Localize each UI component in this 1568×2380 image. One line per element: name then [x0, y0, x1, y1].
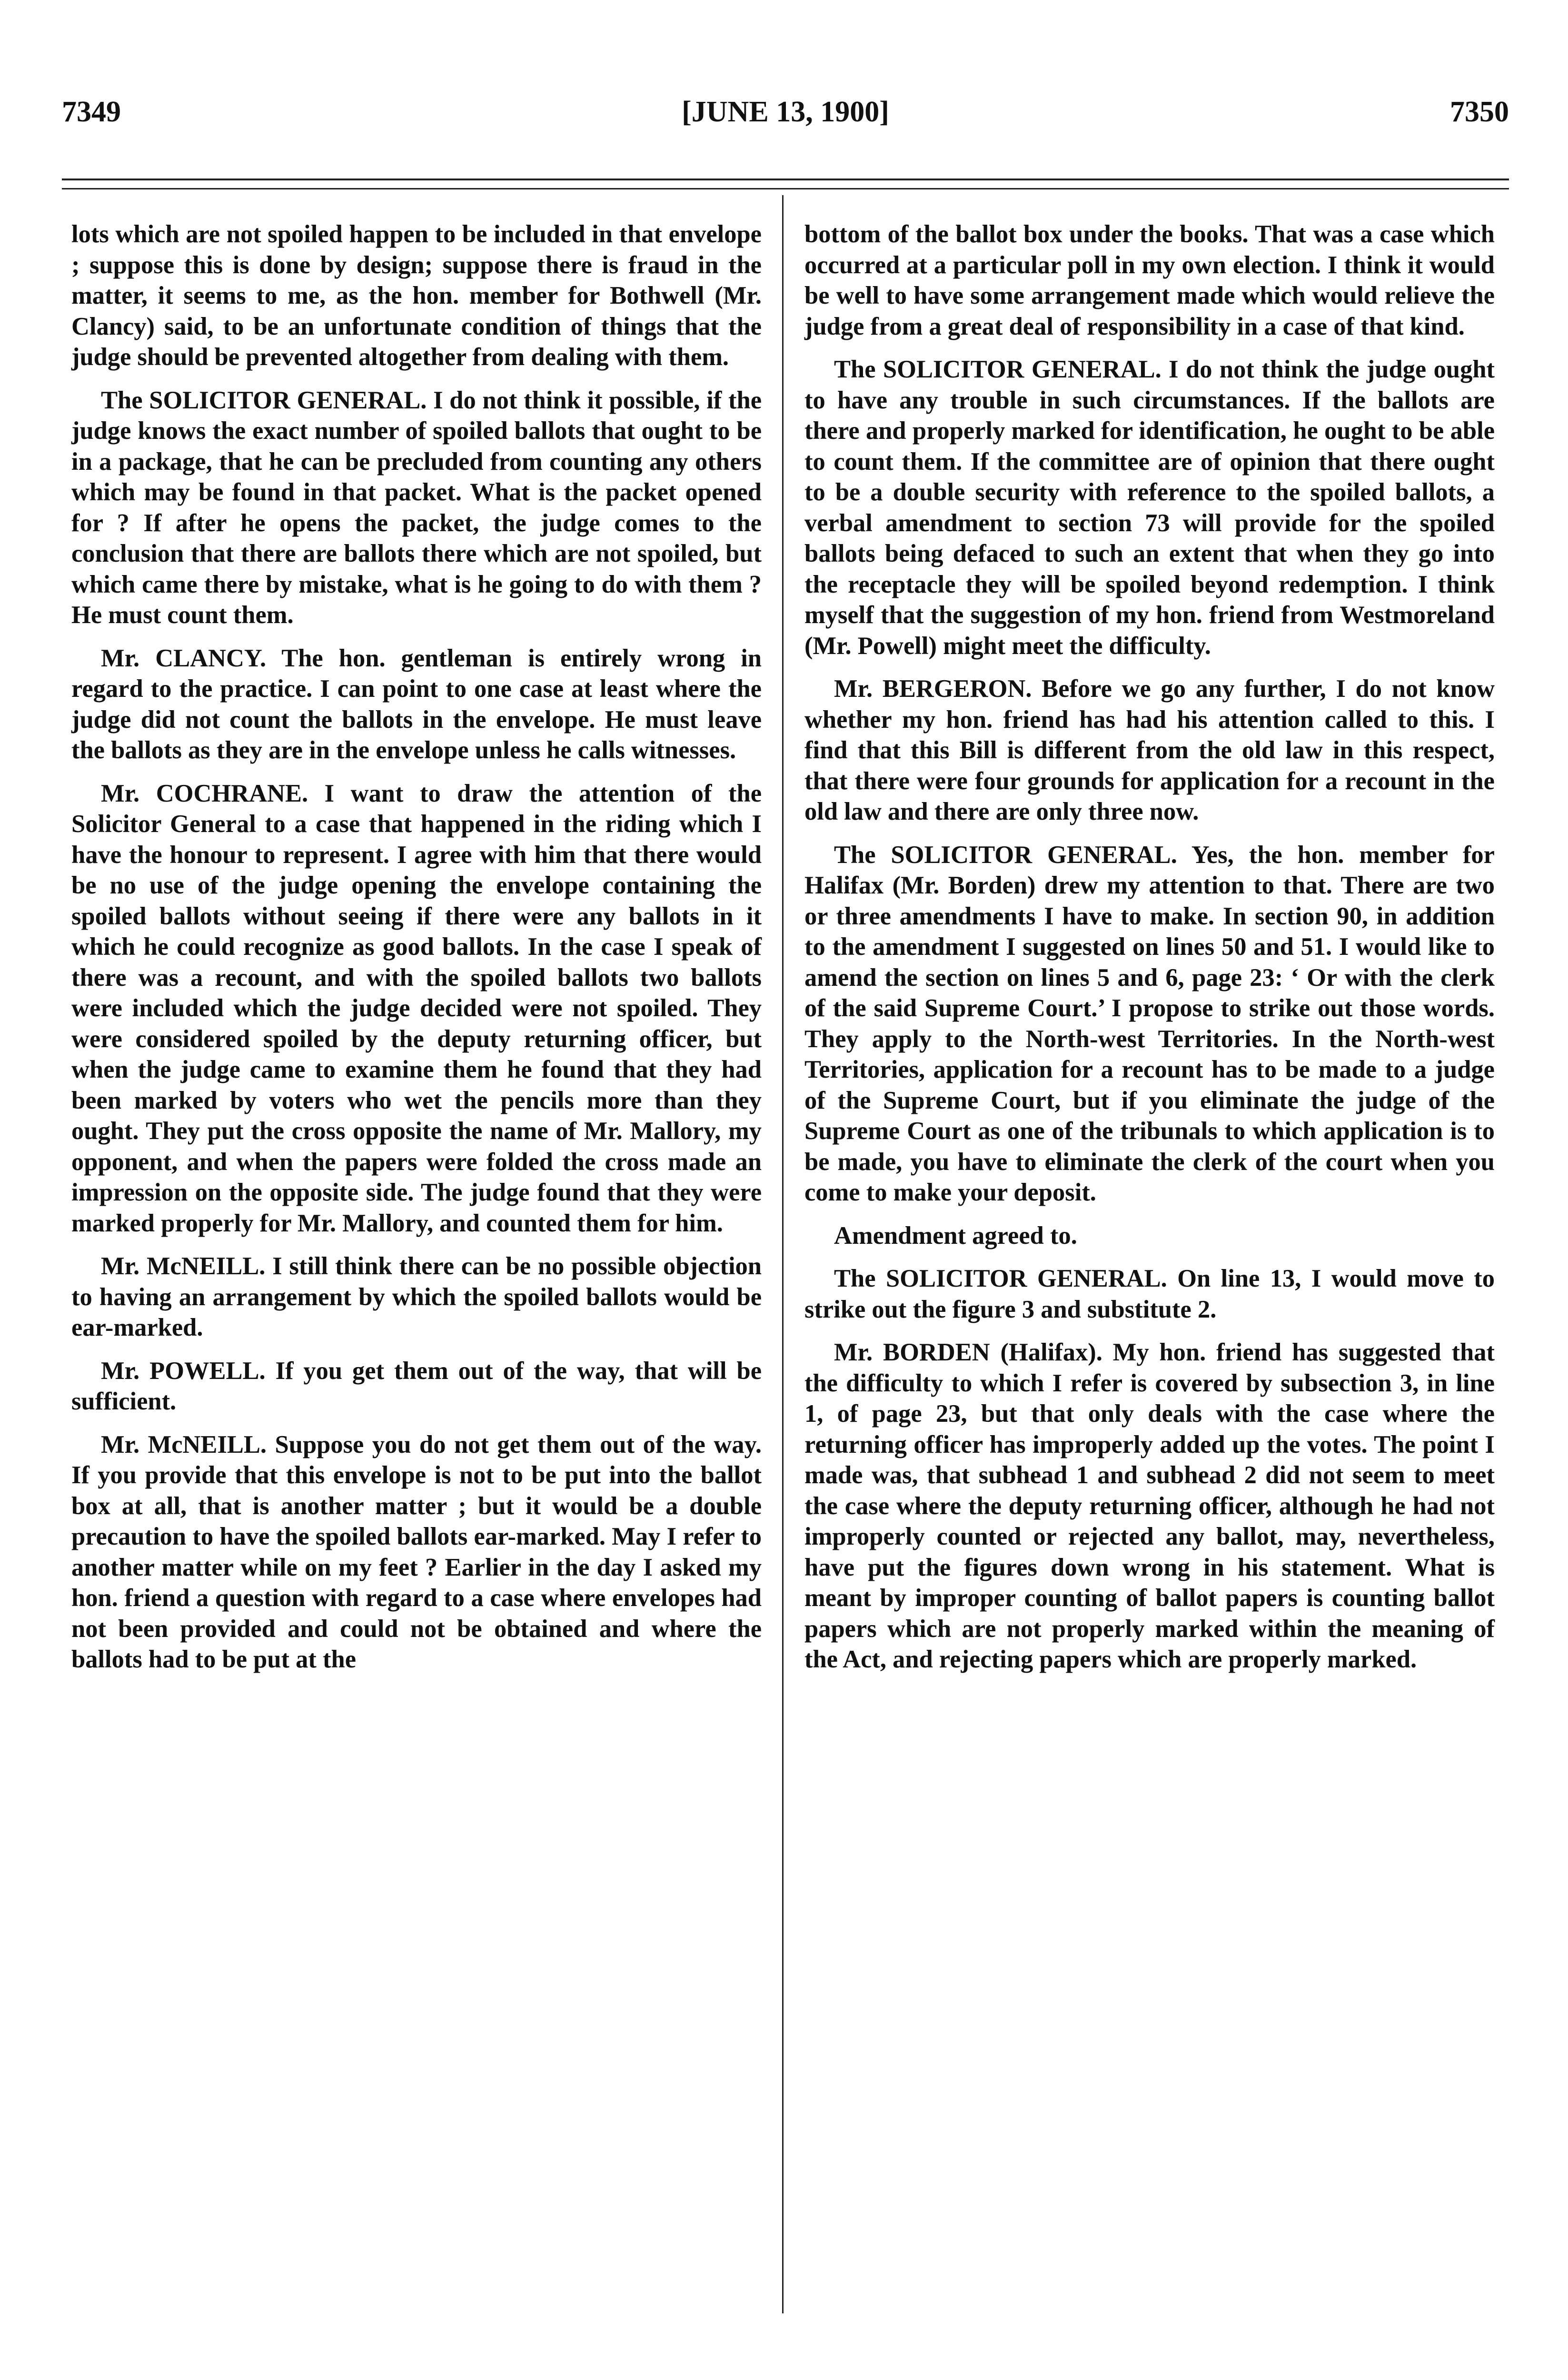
column-divider [782, 195, 784, 2313]
paragraph: Mr. COCHRANE. I want to draw the attention of the Solicitor General to a case that happened in the riding which I have the honour to represent. I agree with him that there would be no use of the judge opening the envelope containing the spoiled ballots without seeing if there were any ballots in it which he could recognize as good ballots. In the case I speak of there was a recount, and with the spoiled ballots two ballots were included which the judge decided were not spoiled. They were considered spoiled by the deputy returning officer, but when the judge came to examine them he found that they had been marked by voters who wet the pencils more than they ought. They put the cross opposite the name of Mr. Mallory, my opponent, and when the papers were folded the cross made an impression on the opposite side. The judge found that they were marked properly for Mr. Mallory, and counted them for him. [71, 779, 762, 1237]
paragraph: bottom of the ballot box under the books. That was a case which occurred at a particular poll in my own election. I think it would be well to have some arrangement made which would relieve the judge from a great deal of responsibility in a case of that kind. [804, 220, 1495, 340]
page-number-left: 7349 [62, 96, 121, 128]
page-header [62, 95, 1509, 143]
right-column [804, 219, 1495, 1687]
paragraph: Mr. POWELL. If you get them out of the way, that will be sufficient. [71, 1357, 762, 1415]
paragraph: The SOLICITOR GENERAL. I do not think the judge ought to have any trouble in such circumstances. If the ballots are there and properly marked for identification, he ought to be able to count them. If the committee are of opinion that there ought to be a double security with reference to the spoiled ballots, a verbal amendment to section 73 will provide for the spoiled ballots being defaced to such an extent that when they go into the receptacle they will be spoiled beyond redemption. I think myself that the suggestion of my hon. friend from Westmoreland (Mr. Powell) might meet the difficulty. [804, 356, 1495, 660]
paragraph: Mr. McNEILL. I still think there can be no possible objection to having an arrangement by which the spoiled ballots would be ear-marked. [71, 1252, 762, 1341]
left-column [71, 219, 762, 1687]
page-number-right: 7350 [1450, 96, 1509, 128]
paragraph: Mr. BERGERON. Before we go any further, I do not know whether my hon. friend has had his attention called to this. I find that this Bill is different from the old law in this respect, that there were four grounds for application for a recount in the old law and there are only three now. [804, 675, 1495, 825]
paragraph: lots which are not spoiled happen to be included in that envelope ; suppose this is done by design; suppose there is fraud in the matter, it seems to me, as the hon. member for Bothwell (Mr. Clancy) said, to be an unfortunate condition of things that the judge should be prevented altogether from dealing with them. [71, 220, 762, 371]
paragraph: Mr. McNEILL. Suppose you do not get them out of the way. If you provide that this envelope is not to be put into the ballot box at all, that is another matter ; but it would be a double precaution to have the spoiled ballots ear-marked. May I refer to another matter while on my feet ? Earlier in the day I asked my hon. friend a question with regard to a case where envelopes had not been provided and could not be obtained and where the ballots had to be put at the [71, 1430, 762, 1673]
paragraph: Mr. CLANCY. The hon. gentleman is entirely wrong in regard to the practice. I can point to one case at least where the judge did not count the ballots in the envelope. He must leave the ballots as they are in the envelope unless he calls witnesses. [71, 644, 762, 764]
paragraph: Mr. BORDEN (Halifax). My hon. friend has suggested that the difficulty to which I refer is covered by subsection 3, in line 1, of page 23, but that only deals with the case where the returning officer has improperly added up the votes. The point I made was, that subhead 1 and subhead 2 did not seem to meet the case where the deputy returning officer, although he had not improperly counted or rejected any ballot, may, nevertheless, have put the figures down wrong in his statement. What is meant by improper counting of ballot papers is counting ballot papers which are not properly marked within the meaning of the Act, and rejecting papers which are properly marked. [804, 1339, 1495, 1673]
paragraph: Amendment agreed to. [834, 1221, 1077, 1250]
paragraph: The SOLICITOR GENERAL. Yes, the hon. member for Halifax (Mr. Borden) drew my attention to that. There are two or three amendments I have to make. In section 90, in addition to the amendment I suggested on lines 50 and 51. I would like to amend the section on lines 5 and 6, page 23: ‘ Or with the clerk of the said Supreme Court.’ I propose to strike out those words. They apply to the North-west Territories. In the North-west Territories, application for a recount has to be made to a judge of the Supreme Court, but if you eliminate the judge of the Supreme Court as one of the tribunals to which application is to be made, you have to eliminate the clerk of the court when you come to make your deposit. [804, 841, 1495, 1206]
page-date: [JUNE 13, 1900] [682, 96, 889, 128]
paragraph: The SOLICITOR GENERAL. I do not think it possible, if the judge knows the exact number of spoiled ballots that ought to be in a package, that he can be precluded from counting any others which may be found in that packet. What is the packet opened for ? If after he opens the packet, the judge comes to the conclusion that there are ballots there which are not spoiled, but which came there by mistake, what is he going to do with them ? He must count them. [71, 386, 762, 629]
header-rule-bottom [62, 188, 1509, 189]
header-rule-top [62, 178, 1509, 180]
paragraph: The SOLICITOR GENERAL. On line 13, I would move to strike out the figure 3 and substitute 2. [804, 1265, 1495, 1323]
